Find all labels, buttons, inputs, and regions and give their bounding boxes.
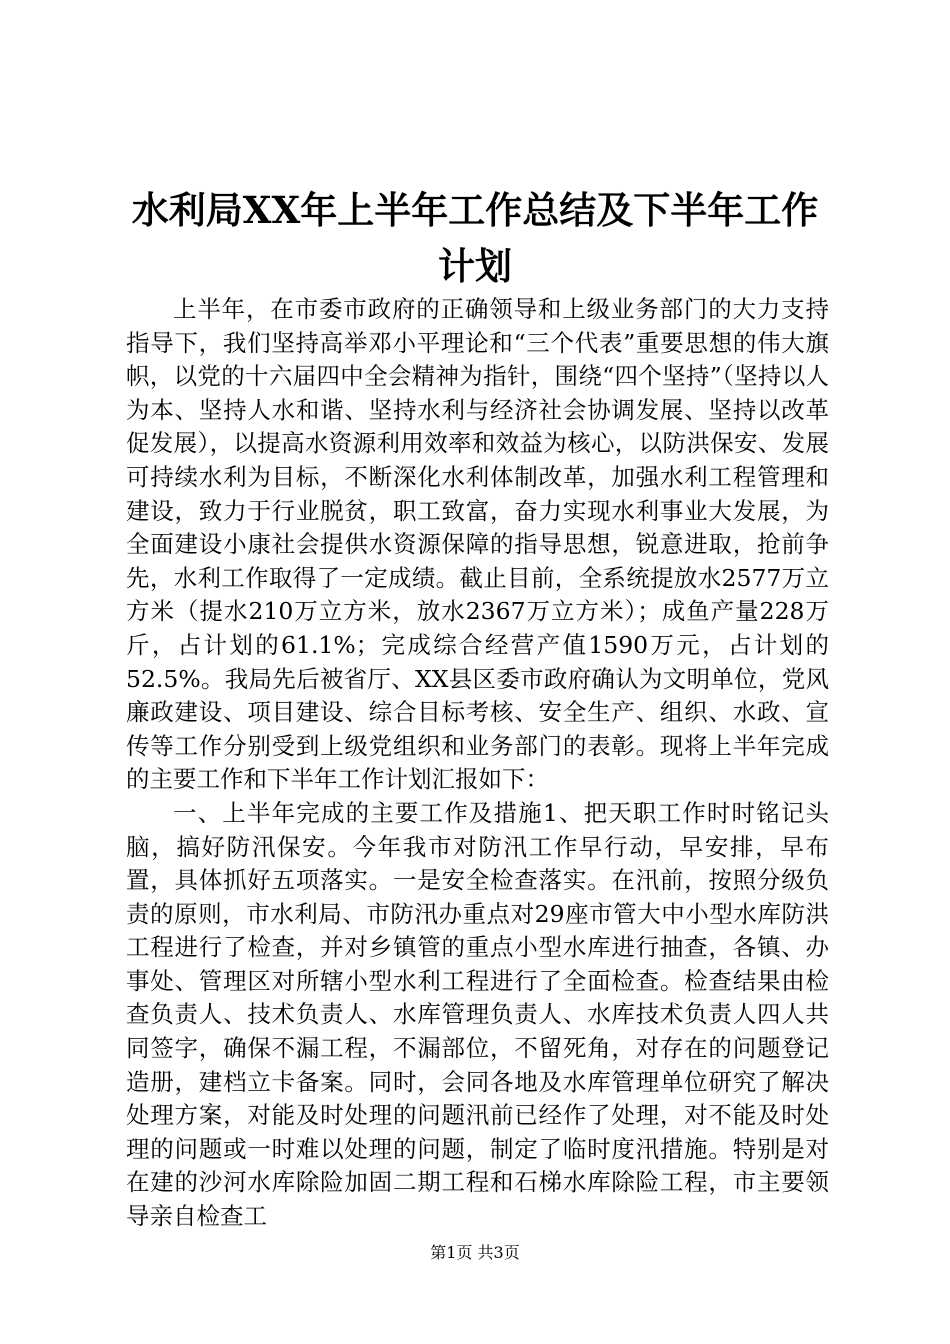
page-footer: 第1页 共3页	[430, 1243, 520, 1262]
document-title: 水利局XX年上半年工作总结及下半年工作计划	[131, 188, 819, 288]
document-body	[126, 293, 829, 1234]
body-paragraph: 上半年，在市委市政府的正确领导和上级业务部门的大力支持指导下，我们坚持高举邓小平理论和“三个代表”重要思想的伟大旗帜，以党的十六届四中全会精神为指针，围绕“四个坚持”（坚持以人为本、坚持人水和谐、坚持水利与经济社会协调发展、坚持以改革促发展），以提高水资源利用效率和效益为核心，以防洪保安、发展可持续水利为目标，不断深化水利体制改革，加强水利工程管理和建设，致力于行业脱贫，职工致富，奋力实现水利事业大发展，为全面建设小康社会提供水资源保障的指导思想，锐意进取，抢前争先，水利工作取得了一定成绩。截止目前，全系统提放水2577万立方米（提水210万立方米，放水2367万立方米）；成鱼产量228万斤，占计划的61.1%；完成综合经营产值1590万元，占计划的52.5%。我局先后被省厅、XX县区委市政府确认为文明单位，党风廉政建设、项目建设、综合目标考核、安全生产、组织、水政、宣传等工作分别受到上级党组织和业务部门的表彰。现将上半年完成的主要工作和下半年工作计划汇报如下：	[126, 295, 829, 794]
body-paragraph: 一、上半年完成的主要工作及措施1、把天职工作时时铭记头脑，搞好防汛保安。今年我市对防汛工作早行动，早安排，早布置，具体抓好五项落实。一是安全检查落实。在汛前，按照分级负责的原则，市水利局、市防汛办重点对29座市管大中小型水库防洪工程进行了检查，并对乡镇管的重点小型水库进行抽查，各镇、办事处、管理区对所辖小型水利工程进行了全面检查。检查结果由检查负责人、技术负责人、水库管理负责人、水库技术负责人四人共同签字，确保不漏工程，不漏部位，不留死角，对存在的问题登记造册，建档立卡备案。同时，会同各地及水库管理单位研究了解决处理方案，对能及时处理的问题汛前已经作了处理，对不能及时处理的问题或一时难以处理的问题，制定了临时度汛措施。特别是对在建的沙河水库除险加固二期工程和石梯水库除险工程，市主要领导亲自检查工	[126, 798, 829, 1231]
